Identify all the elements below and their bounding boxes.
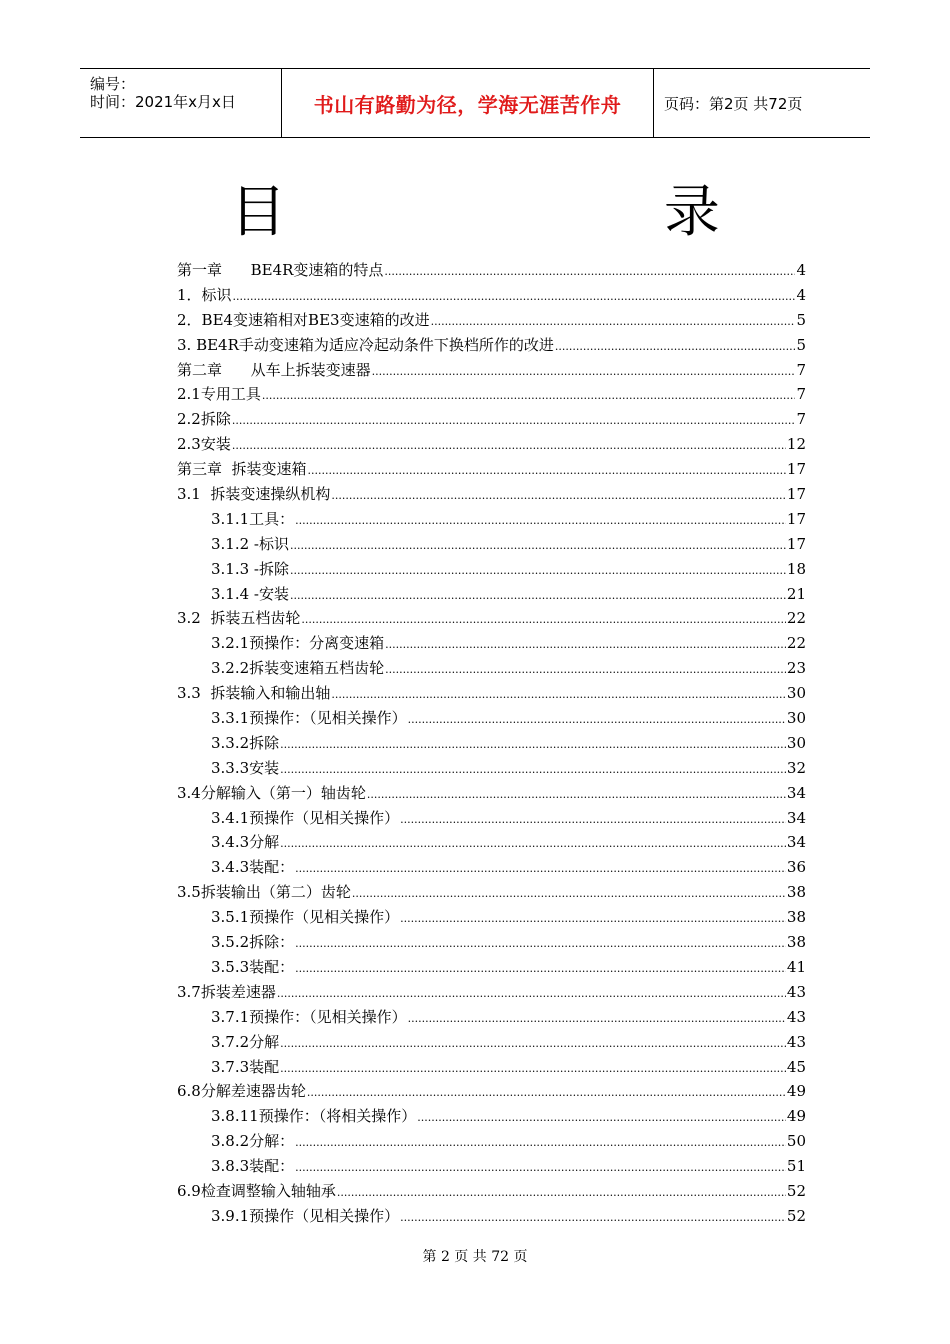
toc-entry-page: 5 xyxy=(796,335,806,354)
toc-entry-title: 3.1.2 -标识 xyxy=(211,534,290,553)
toc-entry-title: 3.1.1工具： xyxy=(211,509,295,528)
toc-dot-leader xyxy=(431,310,796,335)
toc-entry[interactable] xyxy=(177,407,806,432)
toc-dot-leader xyxy=(277,982,786,1007)
toc-entry[interactable] xyxy=(177,955,806,980)
toc-dot-leader xyxy=(295,957,786,982)
toc-entry-title: 3.7.1预操作：（见相关操作） xyxy=(211,1007,407,1026)
toc-entry-title: 第一章 BE4R变速箱的特点 xyxy=(177,261,384,279)
toc-entry-page: 7 xyxy=(796,360,806,379)
toc-entry-page: 22 xyxy=(786,634,806,653)
toc-entry-title: 2.1专用工具 xyxy=(177,385,261,404)
toc-entry-title: 2.2拆除 xyxy=(177,410,231,429)
toc-entry-title: 3.3.1预操作：（见相关操作） xyxy=(211,709,407,728)
toc-entry[interactable] xyxy=(177,333,806,358)
toc-entry-title: 1．标识 xyxy=(177,285,232,304)
toc-entry-title: 3.3 拆装输入和输出轴 xyxy=(177,684,331,703)
toc-dot-leader xyxy=(352,882,786,907)
toc-entry-page: 52 xyxy=(786,1206,806,1225)
toc-entry[interactable] xyxy=(177,631,806,656)
toc-entry[interactable] xyxy=(177,1005,806,1030)
toc-entry[interactable] xyxy=(177,557,806,582)
toc-entry-title: 3.5.2拆除： xyxy=(211,933,295,952)
toc-dot-leader xyxy=(417,1106,786,1131)
toc-dot-leader xyxy=(301,608,786,633)
toc-dot-leader xyxy=(280,1032,786,1057)
toc-entry-title: 6.8分解差速器齿轮 xyxy=(177,1082,306,1101)
toc-dot-leader xyxy=(385,633,786,658)
toc-entry[interactable] xyxy=(177,308,806,333)
toc-entry[interactable] xyxy=(177,382,806,407)
toc-entry-page: 30 xyxy=(786,733,806,752)
toc-entry-title: 3.1.3 -拆除 xyxy=(211,559,290,578)
toc-entry-title: 3.8.3装配： xyxy=(211,1157,295,1176)
toc-entry-page: 4 xyxy=(796,261,806,279)
toc-dot-leader xyxy=(331,683,786,708)
toc-entry-title: 3.1.4 -安装 xyxy=(211,584,290,603)
toc-dot-leader xyxy=(280,1057,786,1082)
toc-entry[interactable] xyxy=(177,457,806,482)
toc-entry[interactable] xyxy=(177,1179,806,1204)
toc-entry-title: 3.3.2拆除 xyxy=(211,733,280,752)
toc-entry[interactable] xyxy=(177,358,806,383)
toc-entry-page: 52 xyxy=(786,1181,806,1200)
toc-entry[interactable] xyxy=(177,980,806,1005)
toc-entry-title: 3.2.2拆装变速箱五档齿轮 xyxy=(211,659,385,678)
header-page-cell xyxy=(654,69,870,137)
toc-dot-leader xyxy=(280,733,786,758)
toc-entry-page: 23 xyxy=(786,659,806,678)
toc-dot-leader xyxy=(280,758,786,783)
toc-dot-leader xyxy=(555,335,796,360)
toc-entry-title: 3.5拆装输出（第二）齿轮 xyxy=(177,883,351,902)
toc-entry[interactable] xyxy=(177,806,806,831)
toc-dot-leader xyxy=(295,1131,786,1156)
toc-entry-page: 34 xyxy=(786,783,806,802)
toc-dot-leader xyxy=(290,559,786,584)
toc-entry-title: 第三章 拆装变速箱 xyxy=(177,460,307,479)
toc-dot-leader xyxy=(331,484,786,509)
toc-entry-page: 5 xyxy=(796,310,806,329)
toc-entry-title: 3.4分解输入（第一）轴齿轮 xyxy=(177,783,366,802)
toc-entry-title: 3. BE4R手动变速箱为适应冷起动条件下换档所作的改进 xyxy=(177,335,554,354)
toc-entry[interactable] xyxy=(177,606,806,631)
toc-entry-title: 3.2.1预操作：分离变速箱 xyxy=(211,634,385,653)
toc-entry-title: 3.2 拆装五档齿轮 xyxy=(177,609,301,628)
table-of-contents xyxy=(177,258,806,1229)
toc-entry-page: 4 xyxy=(796,285,806,304)
toc-entry-page: 17 xyxy=(786,460,806,479)
toc-entry-page: 22 xyxy=(786,609,806,628)
toc-entry-title: 3.4.1预操作（见相关操作） xyxy=(211,808,400,827)
toc-entry[interactable] xyxy=(177,1129,806,1154)
toc-dot-leader xyxy=(307,1081,786,1106)
toc-entry-page: 43 xyxy=(786,982,806,1001)
toc-entry-page: 30 xyxy=(786,709,806,728)
toc-entry-title: 3.8.11预操作：（将相关操作） xyxy=(211,1107,417,1126)
toc-entry-page: 36 xyxy=(786,858,806,877)
page-footer: 第 2 页 共 72 页 xyxy=(422,1249,528,1265)
toc-entry[interactable] xyxy=(177,855,806,880)
toc-entry-title: 3.1 拆装变速操纵机构 xyxy=(177,485,331,504)
toc-entry[interactable] xyxy=(177,1104,806,1129)
toc-entry[interactable] xyxy=(177,1204,806,1229)
toc-entry[interactable] xyxy=(177,1030,806,1055)
toc-entry-page: 38 xyxy=(786,908,806,927)
toc-dot-leader xyxy=(233,285,796,310)
toc-entry-page: 51 xyxy=(786,1157,806,1176)
toc-entry-title: 3.7.2分解 xyxy=(211,1032,280,1051)
motto-text: 书山有路勤为径，学海无涯苦作舟 xyxy=(313,92,622,117)
toc-entry-page: 21 xyxy=(786,584,806,603)
toc-entry-page: 34 xyxy=(786,833,806,852)
toc-dot-leader xyxy=(295,1156,786,1181)
toc-entry[interactable] xyxy=(177,507,806,532)
toc-dot-leader xyxy=(400,907,786,932)
toc-entry-page: 43 xyxy=(786,1007,806,1026)
toc-entry-page: 41 xyxy=(786,957,806,976)
toc-entry-page: 38 xyxy=(786,883,806,902)
toc-entry-page: 38 xyxy=(786,933,806,952)
document-number-label: 编号： xyxy=(90,75,136,93)
toc-entry-title: 3.7拆装差速器 xyxy=(177,982,276,1001)
toc-entry[interactable] xyxy=(177,756,806,781)
toc-entry-title: 3.5.3装配： xyxy=(211,957,295,976)
toc-entry-page: 17 xyxy=(786,485,806,504)
header-motto-cell xyxy=(282,69,654,137)
toc-entry[interactable] xyxy=(177,781,806,806)
toc-entry[interactable] xyxy=(177,482,806,507)
toc-entry[interactable] xyxy=(177,582,806,607)
toc-entry-page: 12 xyxy=(786,435,806,454)
toc-entry[interactable] xyxy=(177,830,806,855)
toc-entry-page: 45 xyxy=(786,1057,806,1076)
toc-dot-leader xyxy=(295,857,786,882)
toc-dot-leader xyxy=(290,534,786,559)
toc-dot-leader xyxy=(295,932,786,957)
toc-dot-leader xyxy=(372,360,796,385)
toc-entry-page: 34 xyxy=(786,808,806,827)
toc-entry-page: 17 xyxy=(786,509,806,528)
toc-entry-page: 49 xyxy=(786,1082,806,1101)
page-header xyxy=(80,68,870,138)
toc-entry[interactable] xyxy=(177,1154,806,1179)
toc-entry-page: 17 xyxy=(786,534,806,553)
toc-entry[interactable] xyxy=(177,880,806,905)
toc-dot-leader xyxy=(232,434,786,459)
toc-entry-page: 7 xyxy=(796,385,806,404)
toc-entry[interactable] xyxy=(177,283,806,308)
toc-dot-leader xyxy=(408,1007,786,1032)
toc-entry[interactable] xyxy=(177,681,806,706)
toc-entry[interactable] xyxy=(177,656,806,681)
document-time-label: 时间：2021年x月x日 xyxy=(90,93,236,111)
toc-entry-title: 3.8.2分解： xyxy=(211,1132,295,1151)
toc-dot-leader xyxy=(290,584,786,609)
toc-entry-title: 3.9.1预操作（见相关操作） xyxy=(211,1206,400,1225)
toc-dot-leader xyxy=(308,459,786,484)
toc-dot-leader xyxy=(232,409,796,434)
toc-entry-page: 32 xyxy=(786,758,806,777)
toc-entry-page: 43 xyxy=(786,1032,806,1051)
toc-dot-leader xyxy=(262,384,796,409)
toc-entry[interactable] xyxy=(177,930,806,955)
toc-dot-leader xyxy=(384,260,795,285)
toc-entry[interactable] xyxy=(177,1079,806,1104)
toc-entry[interactable] xyxy=(177,706,806,731)
toc-entry[interactable] xyxy=(177,432,806,457)
toc-entry-title: 2．BE4变速箱相对BE3变速箱的改进 xyxy=(177,310,430,329)
toc-entry-title: 3.4.3装配： xyxy=(211,858,295,877)
toc-entry-title: 3.4.3分解 xyxy=(211,833,280,852)
toc-entry-title: 3.7.3装配 xyxy=(211,1057,280,1076)
toc-entry[interactable] xyxy=(177,905,806,930)
toc-entry-page: 50 xyxy=(786,1132,806,1151)
toc-entry-page: 18 xyxy=(786,559,806,578)
toc-entry-page: 30 xyxy=(786,684,806,703)
header-meta-cell xyxy=(80,69,282,137)
toc-dot-leader xyxy=(367,783,786,808)
toc-dot-leader xyxy=(400,808,786,833)
toc-dot-leader xyxy=(400,1206,786,1231)
toc-entry-title: 3.3.3安装 xyxy=(211,758,280,777)
toc-dot-leader xyxy=(295,509,786,534)
toc-dot-leader xyxy=(385,658,786,683)
toc-entry[interactable] xyxy=(177,258,806,283)
toc-entry-title: 2.3安装 xyxy=(177,435,231,454)
toc-dot-leader xyxy=(408,708,786,733)
toc-entry-title: 6.9检查调整输入轴轴承 xyxy=(177,1181,336,1200)
page-title: 目 录 xyxy=(230,180,900,245)
toc-entry[interactable] xyxy=(177,731,806,756)
toc-dot-leader xyxy=(280,832,786,857)
toc-entry-title: 第二章 从车上拆装变速器 xyxy=(177,360,371,379)
toc-entry[interactable] xyxy=(177,1055,806,1080)
toc-entry[interactable] xyxy=(177,532,806,557)
page-info-text: 页码：第2页 共72页 xyxy=(664,94,803,113)
toc-entry-page: 7 xyxy=(796,410,806,429)
toc-entry-page: 49 xyxy=(786,1107,806,1126)
toc-entry-title: 3.5.1预操作（见相关操作） xyxy=(211,908,400,927)
toc-dot-leader xyxy=(337,1181,786,1206)
